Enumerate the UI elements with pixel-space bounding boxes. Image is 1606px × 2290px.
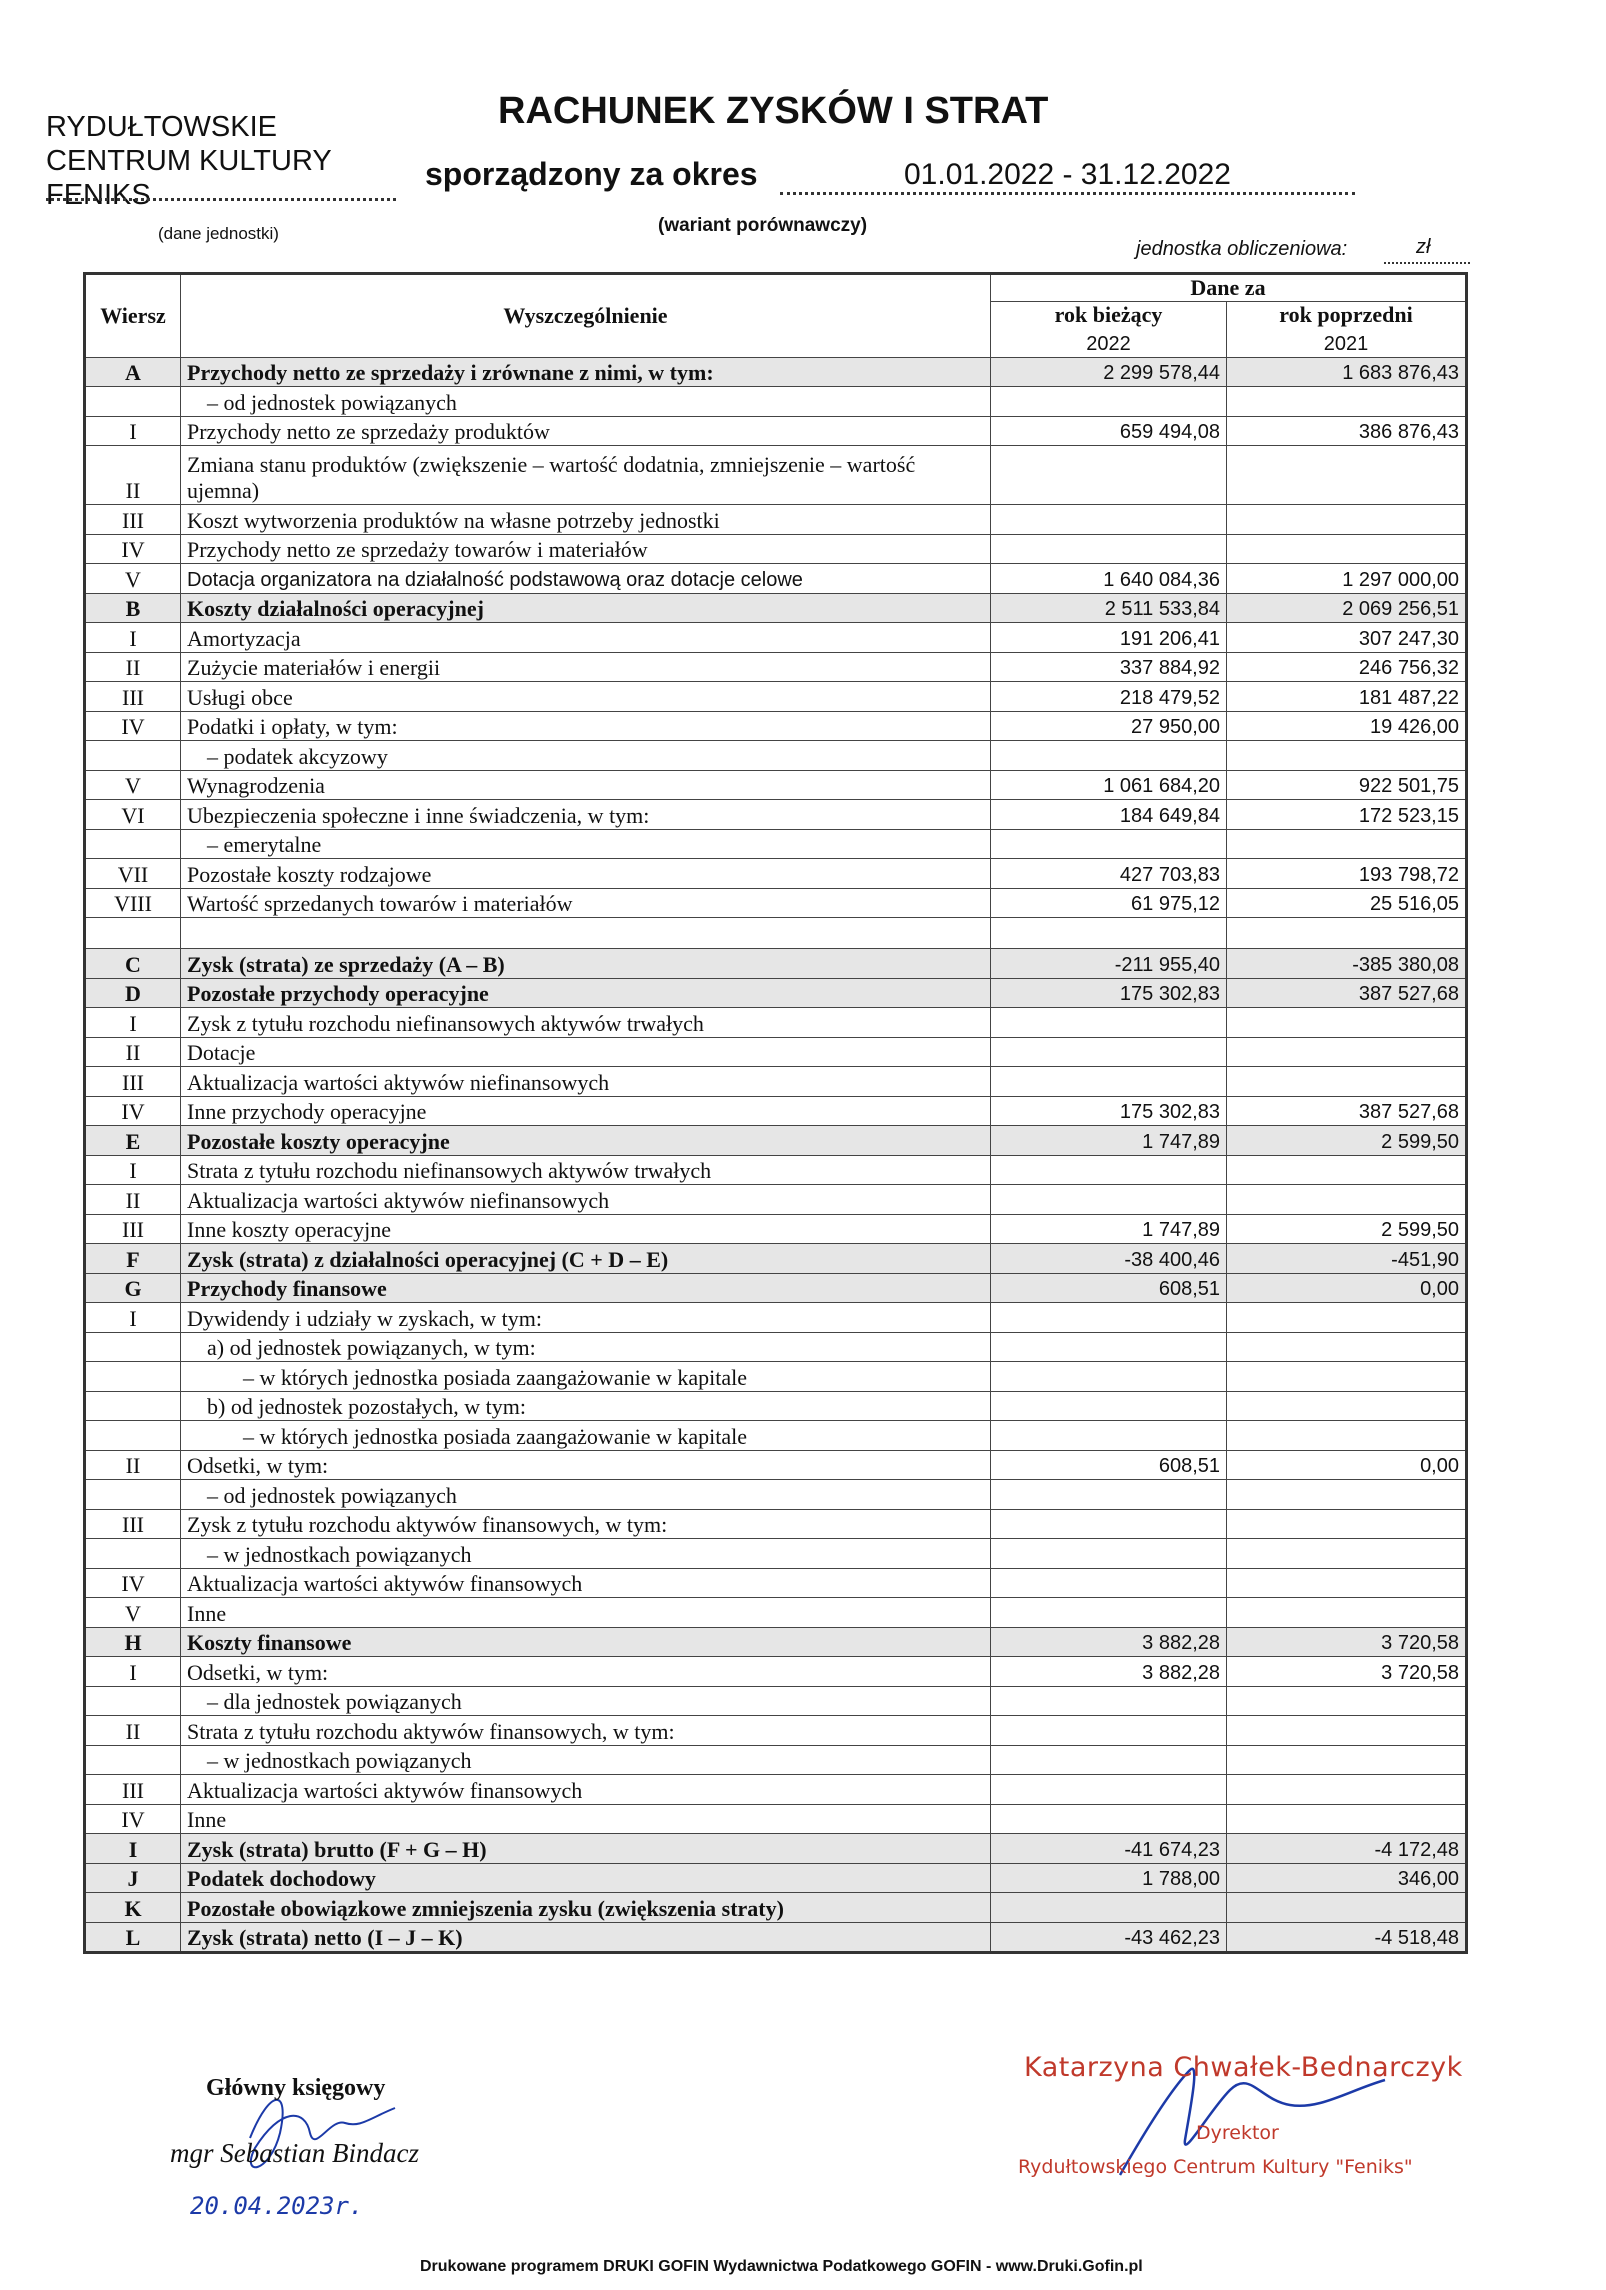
value-current-year: 337 884,92 bbox=[991, 652, 1227, 682]
value-current-year bbox=[991, 1037, 1227, 1067]
table-row bbox=[85, 918, 1467, 949]
table-row bbox=[85, 800, 1467, 830]
value-previous-year bbox=[1227, 1155, 1467, 1185]
row-description: Zysk (strata) brutto (F + G – H) bbox=[181, 1834, 991, 1864]
value-current-year bbox=[991, 741, 1227, 771]
row-description: b) od jednostek pozostałych, w tym: bbox=[181, 1391, 991, 1421]
row-description: Inne bbox=[181, 1598, 991, 1628]
value-current-year: 659 494,08 bbox=[991, 416, 1227, 446]
table-row bbox=[85, 770, 1467, 800]
value-previous-year: 3 720,58 bbox=[1227, 1627, 1467, 1657]
row-code bbox=[85, 1686, 181, 1716]
value-previous-year bbox=[1227, 829, 1467, 859]
value-current-year: 175 302,83 bbox=[991, 1096, 1227, 1126]
table-row bbox=[85, 888, 1467, 918]
value-current-year: 608,51 bbox=[991, 1273, 1227, 1303]
table-row bbox=[85, 1450, 1467, 1480]
value-previous-year: 193 798,72 bbox=[1227, 859, 1467, 889]
row-code: IV bbox=[85, 1804, 181, 1834]
value-previous-year bbox=[1227, 1893, 1467, 1923]
value-current-year bbox=[991, 918, 1227, 949]
row-code: V bbox=[85, 770, 181, 800]
director-org-stamp: Rydułtowskiego Centrum Kultury "Feniks" bbox=[1018, 2156, 1413, 2178]
row-description: Zysk z tytułu rozchodu aktywów finansowych, w tym: bbox=[181, 1509, 991, 1539]
row-description: Pozostałe koszty operacyjne bbox=[181, 1126, 991, 1156]
col-header-current: rok bieżący bbox=[991, 302, 1227, 329]
unit-label: jednostka obliczeniowa: bbox=[1136, 238, 1348, 260]
row-code bbox=[85, 1391, 181, 1421]
value-current-year bbox=[991, 1509, 1227, 1539]
org-dotted-line bbox=[46, 198, 396, 201]
value-previous-year: 181 487,22 bbox=[1227, 682, 1467, 712]
value-current-year bbox=[991, 1362, 1227, 1392]
value-current-year: -38 400,46 bbox=[991, 1244, 1227, 1274]
table-row bbox=[85, 446, 1467, 505]
table-row bbox=[85, 1804, 1467, 1834]
value-current-year bbox=[991, 1598, 1227, 1628]
value-current-year: -43 462,23 bbox=[991, 1922, 1227, 1953]
row-code bbox=[85, 1745, 181, 1775]
row-code: III bbox=[85, 1214, 181, 1244]
row-code: K bbox=[85, 1893, 181, 1923]
value-current-year: 3 882,28 bbox=[991, 1657, 1227, 1687]
row-code bbox=[85, 387, 181, 417]
value-current-year: 218 479,52 bbox=[991, 682, 1227, 712]
row-description: Usługi obce bbox=[181, 682, 991, 712]
value-previous-year bbox=[1227, 1421, 1467, 1451]
table-row bbox=[85, 1037, 1467, 1067]
row-description: Inne przychody operacyjne bbox=[181, 1096, 991, 1126]
row-description: Strata z tytułu rozchodu niefinansowych aktywów trwałych bbox=[181, 1155, 991, 1185]
table-row bbox=[85, 1480, 1467, 1510]
org-caption: (dane jednostki) bbox=[158, 224, 279, 243]
value-previous-year: 0,00 bbox=[1227, 1450, 1467, 1480]
value-current-year: 1 747,89 bbox=[991, 1126, 1227, 1156]
table-row bbox=[85, 623, 1467, 653]
row-description: Pozostałe obowiązkowe zmniejszenia zysku (zwiększenia straty) bbox=[181, 1893, 991, 1923]
value-previous-year: 3 720,58 bbox=[1227, 1657, 1467, 1687]
value-current-year bbox=[991, 1067, 1227, 1097]
table-row bbox=[85, 1273, 1467, 1303]
value-current-year: 27 950,00 bbox=[991, 711, 1227, 741]
row-code: II bbox=[85, 446, 181, 505]
row-description: Przychody netto ze sprzedaży i zrównane z nimi, w tym: bbox=[181, 357, 991, 387]
value-previous-year: 2 599,50 bbox=[1227, 1126, 1467, 1156]
value-previous-year: 1 683 876,43 bbox=[1227, 357, 1467, 387]
table-row bbox=[85, 593, 1467, 623]
row-code: VII bbox=[85, 859, 181, 889]
table-row bbox=[85, 1745, 1467, 1775]
row-code: II bbox=[85, 652, 181, 682]
value-previous-year: 1 297 000,00 bbox=[1227, 564, 1467, 594]
value-previous-year: 307 247,30 bbox=[1227, 623, 1467, 653]
row-code bbox=[85, 1480, 181, 1510]
row-code: I bbox=[85, 1657, 181, 1687]
row-code bbox=[85, 741, 181, 771]
income-statement-table bbox=[83, 272, 1468, 1954]
row-description: Pozostałe koszty rodzajowe bbox=[181, 859, 991, 889]
row-description: Zysk (strata) z działalności operacyjnej (C + D – E) bbox=[181, 1244, 991, 1274]
table-row bbox=[85, 1509, 1467, 1539]
row-code bbox=[85, 829, 181, 859]
value-previous-year: 387 527,68 bbox=[1227, 1096, 1467, 1126]
row-description: Dotacja organizatora na działalność podstawową oraz dotacje celowe bbox=[181, 564, 991, 594]
row-code: V bbox=[85, 1598, 181, 1628]
value-current-year: 2 299 578,44 bbox=[991, 357, 1227, 387]
value-current-year bbox=[991, 1539, 1227, 1569]
table-row bbox=[85, 1096, 1467, 1126]
row-description: Aktualizacja wartości aktywów niefinansowych bbox=[181, 1185, 991, 1215]
value-previous-year: -4 172,48 bbox=[1227, 1834, 1467, 1864]
row-description: – od jednostek powiązanych bbox=[181, 1480, 991, 1510]
value-previous-year bbox=[1227, 505, 1467, 535]
row-code: A bbox=[85, 357, 181, 387]
value-previous-year bbox=[1227, 1332, 1467, 1362]
row-code: G bbox=[85, 1273, 181, 1303]
col-header-previous: rok poprzedni bbox=[1227, 302, 1467, 329]
table-row bbox=[85, 1893, 1467, 1923]
table-row bbox=[85, 829, 1467, 859]
row-code bbox=[85, 918, 181, 949]
row-description: Podatek dochodowy bbox=[181, 1863, 991, 1893]
value-previous-year: 346,00 bbox=[1227, 1863, 1467, 1893]
row-description: Aktualizacja wartości aktywów finansowych bbox=[181, 1775, 991, 1805]
row-description: Ubezpieczenia społeczne i inne świadczenia, w tym: bbox=[181, 800, 991, 830]
row-description: Przychody netto ze sprzedaży towarów i materiałów bbox=[181, 534, 991, 564]
row-description: – podatek akcyzowy bbox=[181, 741, 991, 771]
value-current-year: 1 788,00 bbox=[991, 1863, 1227, 1893]
value-current-year: 2 511 533,84 bbox=[991, 593, 1227, 623]
table-row bbox=[85, 1214, 1467, 1244]
variant-label: (wariant porównawczy) bbox=[658, 215, 868, 236]
value-current-year bbox=[991, 1391, 1227, 1421]
table-row bbox=[85, 357, 1467, 387]
row-code bbox=[85, 1362, 181, 1392]
value-previous-year bbox=[1227, 741, 1467, 771]
row-code: IV bbox=[85, 534, 181, 564]
row-description: Dotacje bbox=[181, 1037, 991, 1067]
value-current-year bbox=[991, 1480, 1227, 1510]
table-row bbox=[85, 949, 1467, 979]
document-title: RACHUNEK ZYSKÓW I STRAT bbox=[498, 90, 1049, 132]
value-previous-year bbox=[1227, 1745, 1467, 1775]
row-description: – w których jednostka posiada zaangażowanie w kapitale bbox=[181, 1421, 991, 1451]
row-code: J bbox=[85, 1863, 181, 1893]
value-current-year bbox=[991, 1804, 1227, 1834]
value-current-year: 427 703,83 bbox=[991, 859, 1227, 889]
row-description bbox=[181, 918, 991, 949]
col-header-row: Wiersz bbox=[85, 274, 181, 358]
row-description: – od jednostek powiązanych bbox=[181, 387, 991, 417]
row-description: Aktualizacja wartości aktywów niefinansowych bbox=[181, 1067, 991, 1097]
row-code: IV bbox=[85, 1568, 181, 1598]
row-description: – w których jednostka posiada zaangażowanie w kapitale bbox=[181, 1362, 991, 1392]
row-code: IV bbox=[85, 711, 181, 741]
value-previous-year: 25 516,05 bbox=[1227, 888, 1467, 918]
value-previous-year: 172 523,15 bbox=[1227, 800, 1467, 830]
table-row bbox=[85, 1362, 1467, 1392]
table-body bbox=[85, 357, 1467, 1953]
value-current-year bbox=[991, 1008, 1227, 1038]
row-code: III bbox=[85, 1509, 181, 1539]
table-row bbox=[85, 505, 1467, 535]
table-row bbox=[85, 1922, 1467, 1953]
value-previous-year: -451,90 bbox=[1227, 1244, 1467, 1274]
value-current-year bbox=[991, 505, 1227, 535]
value-previous-year bbox=[1227, 1067, 1467, 1097]
value-current-year: 61 975,12 bbox=[991, 888, 1227, 918]
row-description: Amortyzacja bbox=[181, 623, 991, 653]
value-previous-year bbox=[1227, 387, 1467, 417]
row-description: – w jednostkach powiązanych bbox=[181, 1539, 991, 1569]
value-previous-year bbox=[1227, 534, 1467, 564]
row-description: Inne koszty operacyjne bbox=[181, 1214, 991, 1244]
row-description: Wynagrodzenia bbox=[181, 770, 991, 800]
table-row bbox=[85, 1391, 1467, 1421]
value-previous-year bbox=[1227, 918, 1467, 949]
director-name-stamp: Katarzyna Chwałek-Bednarczyk bbox=[1024, 2052, 1463, 2083]
table-row bbox=[85, 1834, 1467, 1864]
period-value: 01.01.2022 - 31.12.2022 bbox=[904, 158, 1231, 191]
table-row bbox=[85, 1627, 1467, 1657]
row-description: Aktualizacja wartości aktywów finansowych bbox=[181, 1568, 991, 1598]
value-current-year bbox=[991, 1303, 1227, 1333]
row-description: Inne bbox=[181, 1804, 991, 1834]
col-header-group: Dane za bbox=[991, 274, 1467, 302]
value-previous-year: 2 069 256,51 bbox=[1227, 593, 1467, 623]
table-row bbox=[85, 1008, 1467, 1038]
row-code bbox=[85, 1421, 181, 1451]
row-code: L bbox=[85, 1922, 181, 1953]
row-code: I bbox=[85, 1834, 181, 1864]
table-row bbox=[85, 1598, 1467, 1628]
row-description: Zmiana stanu produktów (zwiększenie – wartość dodatnia, zmniejszenie – wartość ujemna) bbox=[181, 446, 991, 505]
organization-name bbox=[46, 110, 406, 212]
table-row bbox=[85, 387, 1467, 417]
row-code: VIII bbox=[85, 888, 181, 918]
print-footer: Drukowane programem DRUKI GOFIN Wydawnictwa Podatkowego GOFIN - www.Druki.Gofin.pl bbox=[420, 2258, 1143, 2275]
value-previous-year bbox=[1227, 446, 1467, 505]
row-description: Strata z tytułu rozchodu aktywów finansowych, w tym: bbox=[181, 1716, 991, 1746]
row-description: Zużycie materiałów i energii bbox=[181, 652, 991, 682]
row-description: Przychody netto ze sprzedaży produktów bbox=[181, 416, 991, 446]
row-description: – dla jednostek powiązanych bbox=[181, 1686, 991, 1716]
value-previous-year bbox=[1227, 1598, 1467, 1628]
value-previous-year: -4 518,48 bbox=[1227, 1922, 1467, 1953]
value-current-year bbox=[991, 1775, 1227, 1805]
table-row bbox=[85, 978, 1467, 1008]
table-row bbox=[85, 1185, 1467, 1215]
row-code: D bbox=[85, 978, 181, 1008]
value-previous-year bbox=[1227, 1391, 1467, 1421]
row-code: C bbox=[85, 949, 181, 979]
table-row bbox=[85, 1686, 1467, 1716]
row-description: Wartość sprzedanych towarów i materiałów bbox=[181, 888, 991, 918]
value-previous-year bbox=[1227, 1185, 1467, 1215]
value-current-year: 608,51 bbox=[991, 1450, 1227, 1480]
value-current-year bbox=[991, 1185, 1227, 1215]
table-row bbox=[85, 1155, 1467, 1185]
org-line: CENTRUM KULTURY bbox=[46, 145, 332, 177]
row-code: V bbox=[85, 564, 181, 594]
row-description: Koszty działalności operacyjnej bbox=[181, 593, 991, 623]
value-previous-year: 0,00 bbox=[1227, 1273, 1467, 1303]
row-code: VI bbox=[85, 800, 181, 830]
table-row bbox=[85, 1332, 1467, 1362]
table-row bbox=[85, 1657, 1467, 1687]
col-header-desc: Wyszczególnienie bbox=[181, 274, 991, 358]
table-row bbox=[85, 711, 1467, 741]
row-description: Odsetki, w tym: bbox=[181, 1657, 991, 1687]
row-code bbox=[85, 1539, 181, 1569]
table-row bbox=[85, 682, 1467, 712]
value-previous-year bbox=[1227, 1568, 1467, 1598]
row-code: III bbox=[85, 505, 181, 535]
value-current-year: 184 649,84 bbox=[991, 800, 1227, 830]
org-line: RYDUŁTOWSKIE bbox=[46, 111, 277, 143]
value-previous-year: 922 501,75 bbox=[1227, 770, 1467, 800]
year-previous: 2021 bbox=[1227, 328, 1467, 357]
row-code: I bbox=[85, 416, 181, 446]
accountant-title: Główny księgowy bbox=[206, 2075, 386, 2101]
row-description: Koszty finansowe bbox=[181, 1627, 991, 1657]
value-previous-year: 246 756,32 bbox=[1227, 652, 1467, 682]
table-row bbox=[85, 1539, 1467, 1569]
row-code: III bbox=[85, 1067, 181, 1097]
value-previous-year bbox=[1227, 1509, 1467, 1539]
value-current-year: -41 674,23 bbox=[991, 1834, 1227, 1864]
value-previous-year bbox=[1227, 1362, 1467, 1392]
table-row bbox=[85, 1863, 1467, 1893]
value-previous-year bbox=[1227, 1037, 1467, 1067]
row-description: Pozostałe przychody operacyjne bbox=[181, 978, 991, 1008]
value-current-year: 1 640 084,36 bbox=[991, 564, 1227, 594]
row-description: a) od jednostek powiązanych, w tym: bbox=[181, 1332, 991, 1362]
table-row bbox=[85, 1568, 1467, 1598]
value-current-year bbox=[991, 1745, 1227, 1775]
row-code: I bbox=[85, 1155, 181, 1185]
value-current-year bbox=[991, 534, 1227, 564]
value-current-year bbox=[991, 446, 1227, 505]
row-description: Dywidendy i udziały w zyskach, w tym: bbox=[181, 1303, 991, 1333]
row-code: I bbox=[85, 1303, 181, 1333]
table-row bbox=[85, 741, 1467, 771]
value-previous-year: 387 527,68 bbox=[1227, 978, 1467, 1008]
table-row bbox=[85, 1067, 1467, 1097]
row-description: – emerytalne bbox=[181, 829, 991, 859]
value-previous-year: -385 380,08 bbox=[1227, 949, 1467, 979]
row-description: Przychody finansowe bbox=[181, 1273, 991, 1303]
row-code: B bbox=[85, 593, 181, 623]
row-code: II bbox=[85, 1450, 181, 1480]
director-role-stamp: Dyrektor bbox=[1196, 2122, 1279, 2144]
row-description: Podatki i opłaty, w tym: bbox=[181, 711, 991, 741]
value-previous-year: 386 876,43 bbox=[1227, 416, 1467, 446]
value-current-year bbox=[991, 1716, 1227, 1746]
value-previous-year bbox=[1227, 1775, 1467, 1805]
value-previous-year: 19 426,00 bbox=[1227, 711, 1467, 741]
value-current-year bbox=[991, 1332, 1227, 1362]
table-row bbox=[85, 1716, 1467, 1746]
table-row bbox=[85, 1303, 1467, 1333]
row-code: H bbox=[85, 1627, 181, 1657]
value-previous-year bbox=[1227, 1303, 1467, 1333]
row-description: Zysk (strata) netto (I – J – K) bbox=[181, 1922, 991, 1953]
value-current-year: 3 882,28 bbox=[991, 1627, 1227, 1657]
value-previous-year bbox=[1227, 1686, 1467, 1716]
table-row bbox=[85, 1126, 1467, 1156]
row-code: III bbox=[85, 1775, 181, 1805]
table-row bbox=[85, 564, 1467, 594]
period-dotted-line bbox=[780, 192, 1355, 195]
row-code bbox=[85, 1332, 181, 1362]
value-current-year: 1 747,89 bbox=[991, 1214, 1227, 1244]
table-row bbox=[85, 859, 1467, 889]
accountant-name: mgr Sebastian Bindacz bbox=[170, 2138, 419, 2168]
table-header bbox=[85, 274, 1467, 358]
table-row bbox=[85, 1244, 1467, 1274]
value-current-year bbox=[991, 387, 1227, 417]
value-previous-year bbox=[1227, 1539, 1467, 1569]
table-row bbox=[85, 1421, 1467, 1451]
value-current-year bbox=[991, 829, 1227, 859]
row-code: II bbox=[85, 1185, 181, 1215]
table-row bbox=[85, 416, 1467, 446]
row-description: Zysk (strata) ze sprzedaży (A – B) bbox=[181, 949, 991, 979]
value-current-year bbox=[991, 1155, 1227, 1185]
unit-dotted-line bbox=[1384, 262, 1470, 264]
value-current-year: -211 955,40 bbox=[991, 949, 1227, 979]
row-description: Zysk z tytułu rozchodu niefinansowych aktywów trwałych bbox=[181, 1008, 991, 1038]
row-code: II bbox=[85, 1716, 181, 1746]
value-previous-year bbox=[1227, 1716, 1467, 1746]
value-current-year bbox=[991, 1686, 1227, 1716]
row-code: E bbox=[85, 1126, 181, 1156]
value-previous-year: 2 599,50 bbox=[1227, 1214, 1467, 1244]
value-previous-year bbox=[1227, 1480, 1467, 1510]
row-code: IV bbox=[85, 1096, 181, 1126]
value-current-year bbox=[991, 1893, 1227, 1923]
accountant-date: 20.04.2023r. bbox=[190, 2192, 364, 2220]
table-row bbox=[85, 534, 1467, 564]
value-previous-year bbox=[1227, 1804, 1467, 1834]
value-current-year: 175 302,83 bbox=[991, 978, 1227, 1008]
row-code: I bbox=[85, 1008, 181, 1038]
row-code: III bbox=[85, 682, 181, 712]
value-previous-year bbox=[1227, 1008, 1467, 1038]
row-code: F bbox=[85, 1244, 181, 1274]
row-description: Odsetki, w tym: bbox=[181, 1450, 991, 1480]
value-current-year: 1 061 684,20 bbox=[991, 770, 1227, 800]
value-current-year bbox=[991, 1421, 1227, 1451]
year-current: 2022 bbox=[991, 328, 1227, 357]
org-line: FENIKS bbox=[46, 179, 151, 211]
table-row bbox=[85, 652, 1467, 682]
table-row bbox=[85, 1775, 1467, 1805]
row-description: – w jednostkach powiązanych bbox=[181, 1745, 991, 1775]
row-code: II bbox=[85, 1037, 181, 1067]
value-current-year bbox=[991, 1568, 1227, 1598]
value-current-year: 191 206,41 bbox=[991, 623, 1227, 653]
unit-value: zł bbox=[1416, 236, 1431, 258]
period-label: sporządzony za okres bbox=[425, 156, 758, 192]
row-description: Koszt wytworzenia produktów na własne potrzeby jednostki bbox=[181, 505, 991, 535]
row-code: I bbox=[85, 623, 181, 653]
